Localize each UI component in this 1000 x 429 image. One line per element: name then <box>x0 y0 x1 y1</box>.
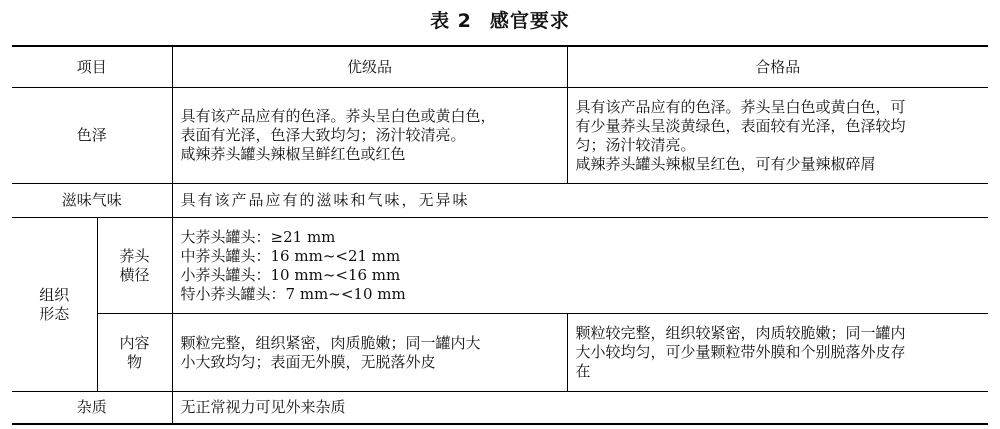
text-line: 咸辣荞头罐头辣椒呈红色，可有少量辣椒碎屑 <box>575 154 876 173</box>
row-content-label: 内容物 <box>97 314 172 392</box>
header-row <box>12 46 988 88</box>
text-line: 匀；汤汁较清亮。 <box>575 135 696 154</box>
row-diameter-text <box>172 218 988 314</box>
text-line: 具有该产品应有的色泽。荞头呈白色或黄白色， <box>180 107 496 125</box>
row-impurity-text: 无正常视力可见外来杂质 <box>172 392 988 424</box>
table-caption <box>0 6 1000 33</box>
text-line: 大荞头罐头：≥21 mm <box>180 227 336 246</box>
text-line: 中荞头罐头：16 mm~<21 mm <box>180 246 401 265</box>
header-qualified: 合格品 <box>567 46 988 88</box>
row-texture-content <box>12 314 988 392</box>
header-item: 项目 <box>12 46 172 88</box>
row-impurity-label: 杂质 <box>12 392 172 424</box>
text-line: 有少量荞头呈淡黄绿色，表面较有光泽，色泽较均 <box>575 116 906 135</box>
row-taste <box>12 184 988 218</box>
text-line: 咸辣荞头罐头辣椒呈鲜红色或红色 <box>180 145 406 163</box>
row-content-excellent <box>172 314 567 392</box>
row-color <box>12 88 988 184</box>
row-impurity <box>12 392 988 424</box>
text-line: 颗粒较完整，组织较紧密，肉质较脆嫩；同一罐内 <box>575 324 906 342</box>
sensory-requirements-table <box>12 45 988 425</box>
text-line: 表面有光泽，色泽大致均匀；汤汁较清亮。 <box>180 126 466 144</box>
text-line: 小大致均匀；表面无外膜，无脱落外皮 <box>180 352 436 371</box>
table-title: 感官要求 <box>489 10 570 32</box>
row-color-excellent <box>172 88 567 184</box>
text-line: 在 <box>575 362 591 380</box>
row-diameter-label: 荞头横径 <box>97 218 172 314</box>
text-line: 颗粒完整，组织紧密，肉质脆嫩；同一罐内大 <box>180 333 481 352</box>
row-taste-label: 滋味气味 <box>12 184 172 218</box>
text-line: 小荞头罐头：10 mm~<16 mm <box>180 265 401 284</box>
row-texture-diameter <box>12 218 988 314</box>
header-excellent: 优级品 <box>172 46 567 88</box>
text-line: 大小较均匀，可少量颗粒带外膜和个别脱落外皮存 <box>575 343 906 361</box>
table-number: 表 2 <box>430 10 472 32</box>
row-content-qualified <box>567 314 988 392</box>
row-taste-text: 具有该产品应有的滋味和气味，无异味 <box>172 184 988 218</box>
text-line: 具有该产品应有的色泽。荞头呈白色或黄白色，可 <box>575 97 906 116</box>
row-color-qualified <box>567 88 988 184</box>
row-texture-label: 组织形态 <box>12 218 97 392</box>
text-line: 特小荞头罐头：7 mm~<10 mm <box>180 284 406 303</box>
row-color-label: 色泽 <box>12 88 172 184</box>
